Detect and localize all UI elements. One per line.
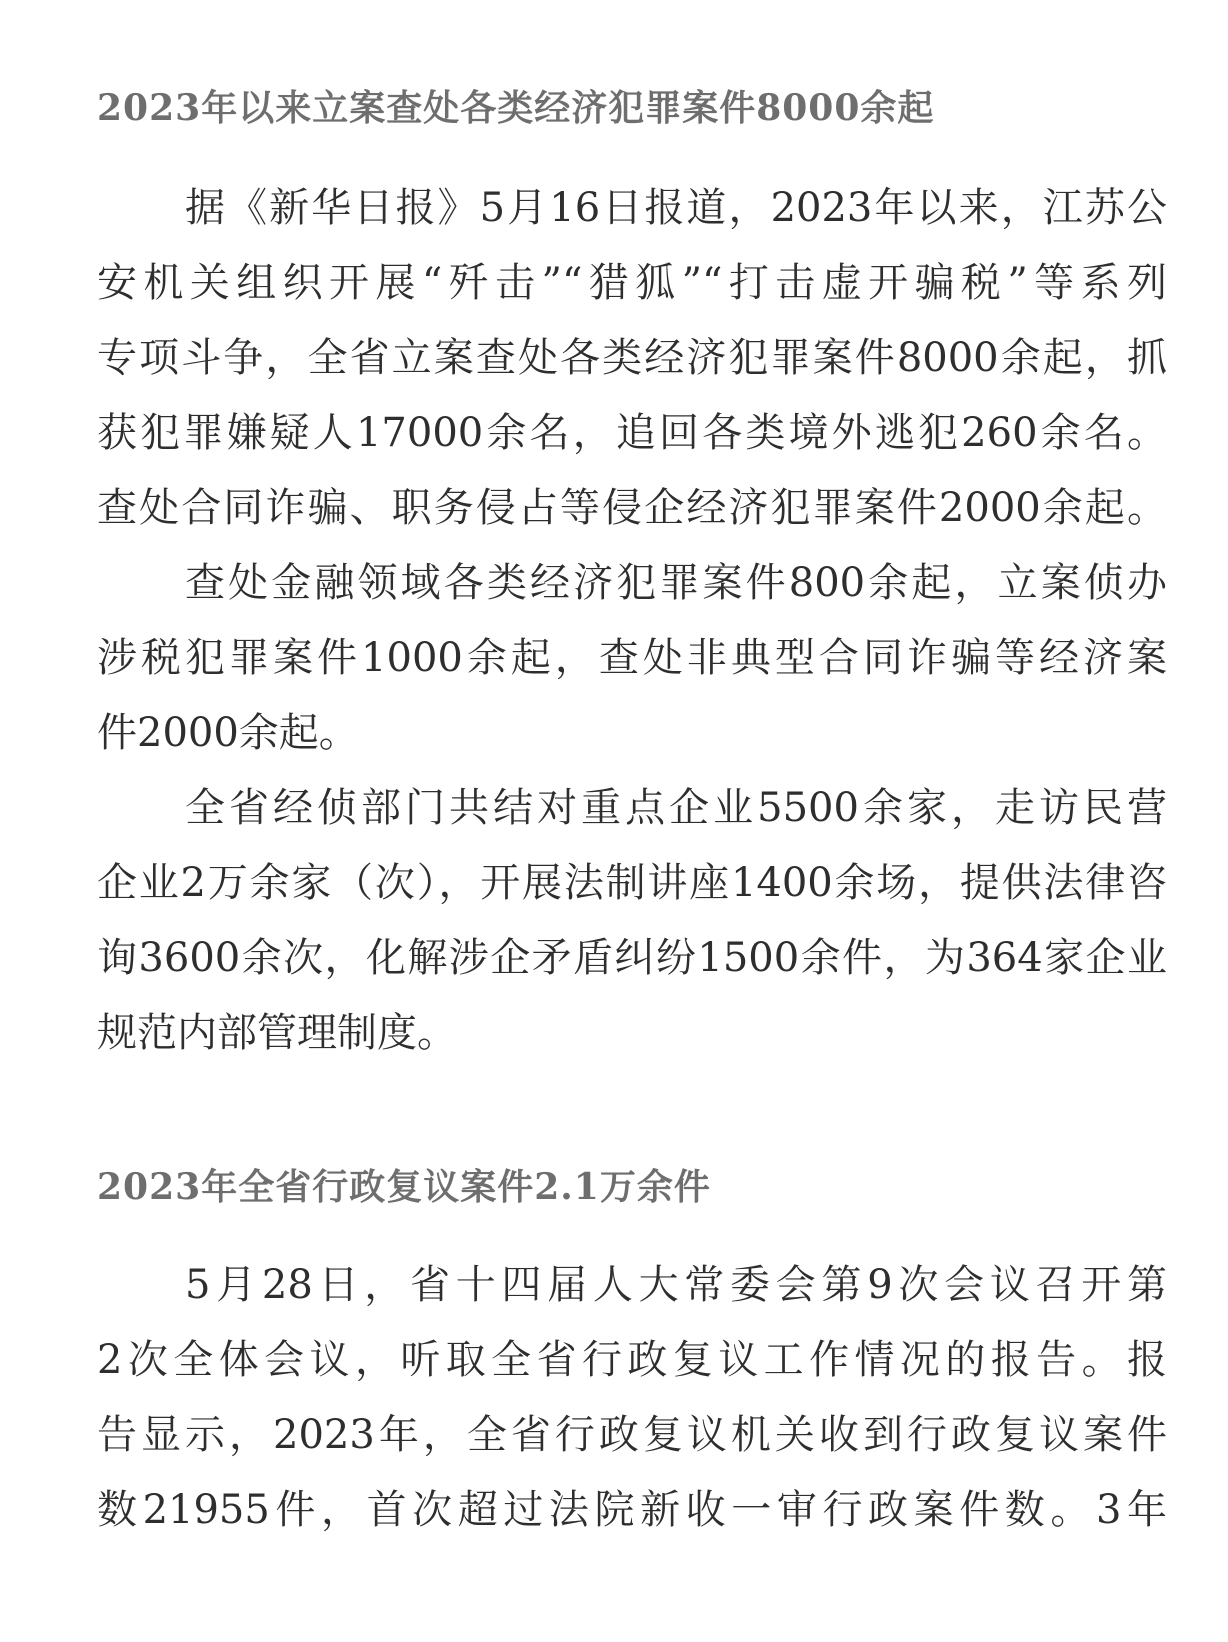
paragraph-line: 企业2万余家（次），开展法制讲座1400余场，提供法律咨 bbox=[97, 860, 1167, 906]
paragraph-line: 全省经侦部门共结对重点企业5500余家，走访民营 bbox=[185, 785, 1167, 831]
paragraph-line: 获犯罪嫌疑人17000余名，追回各类境外逃犯260余名。 bbox=[97, 410, 1167, 456]
section-title: 2023年全省行政复议案件2.1万余件 bbox=[97, 1166, 711, 1208]
paragraph-line: 2次全体会议，听取全省行政复议工作情况的报告。报 bbox=[97, 1337, 1167, 1383]
paragraph-line: 据《新华日报》5月16日报道，2023年以来，江苏公 bbox=[185, 185, 1167, 231]
paragraph-line: 涉税犯罪案件1000余起，查处非典型合同诈骗等经济案 bbox=[97, 635, 1167, 681]
section-title: 2023年以来立案查处各类经济犯罪案件8000余起 bbox=[97, 87, 935, 129]
paragraph-line: 查处合同诈骗、职务侵占等侵企经济犯罪案件2000余起。 bbox=[97, 485, 1167, 531]
paragraph-line: 5月28日，省十四届人大常委会第9次会议召开第 bbox=[185, 1262, 1167, 1308]
paragraph-line: 安机关组织开展“歼击”“猎狐”“打击虚开骗税”等系列 bbox=[97, 260, 1167, 306]
paragraph-line: 规范内部管理制度。 bbox=[97, 1010, 457, 1056]
paragraph-line: 专项斗争，全省立案查处各类经济犯罪案件8000余起，抓 bbox=[97, 335, 1167, 381]
paragraph-line: 查处金融领域各类经济犯罪案件800余起，立案侦办 bbox=[185, 560, 1167, 606]
paragraph-line: 询3600余次，化解涉企矛盾纠纷1500余件，为364家企业 bbox=[97, 935, 1167, 981]
paragraph-line: 告显示，2023年，全省行政复议机关收到行政复议案件 bbox=[97, 1412, 1167, 1458]
paragraph-line: 件2000余起。 bbox=[97, 710, 359, 756]
paragraph-line: 数21955件，首次超过法院新收一审行政案件数。3年 bbox=[97, 1487, 1167, 1533]
